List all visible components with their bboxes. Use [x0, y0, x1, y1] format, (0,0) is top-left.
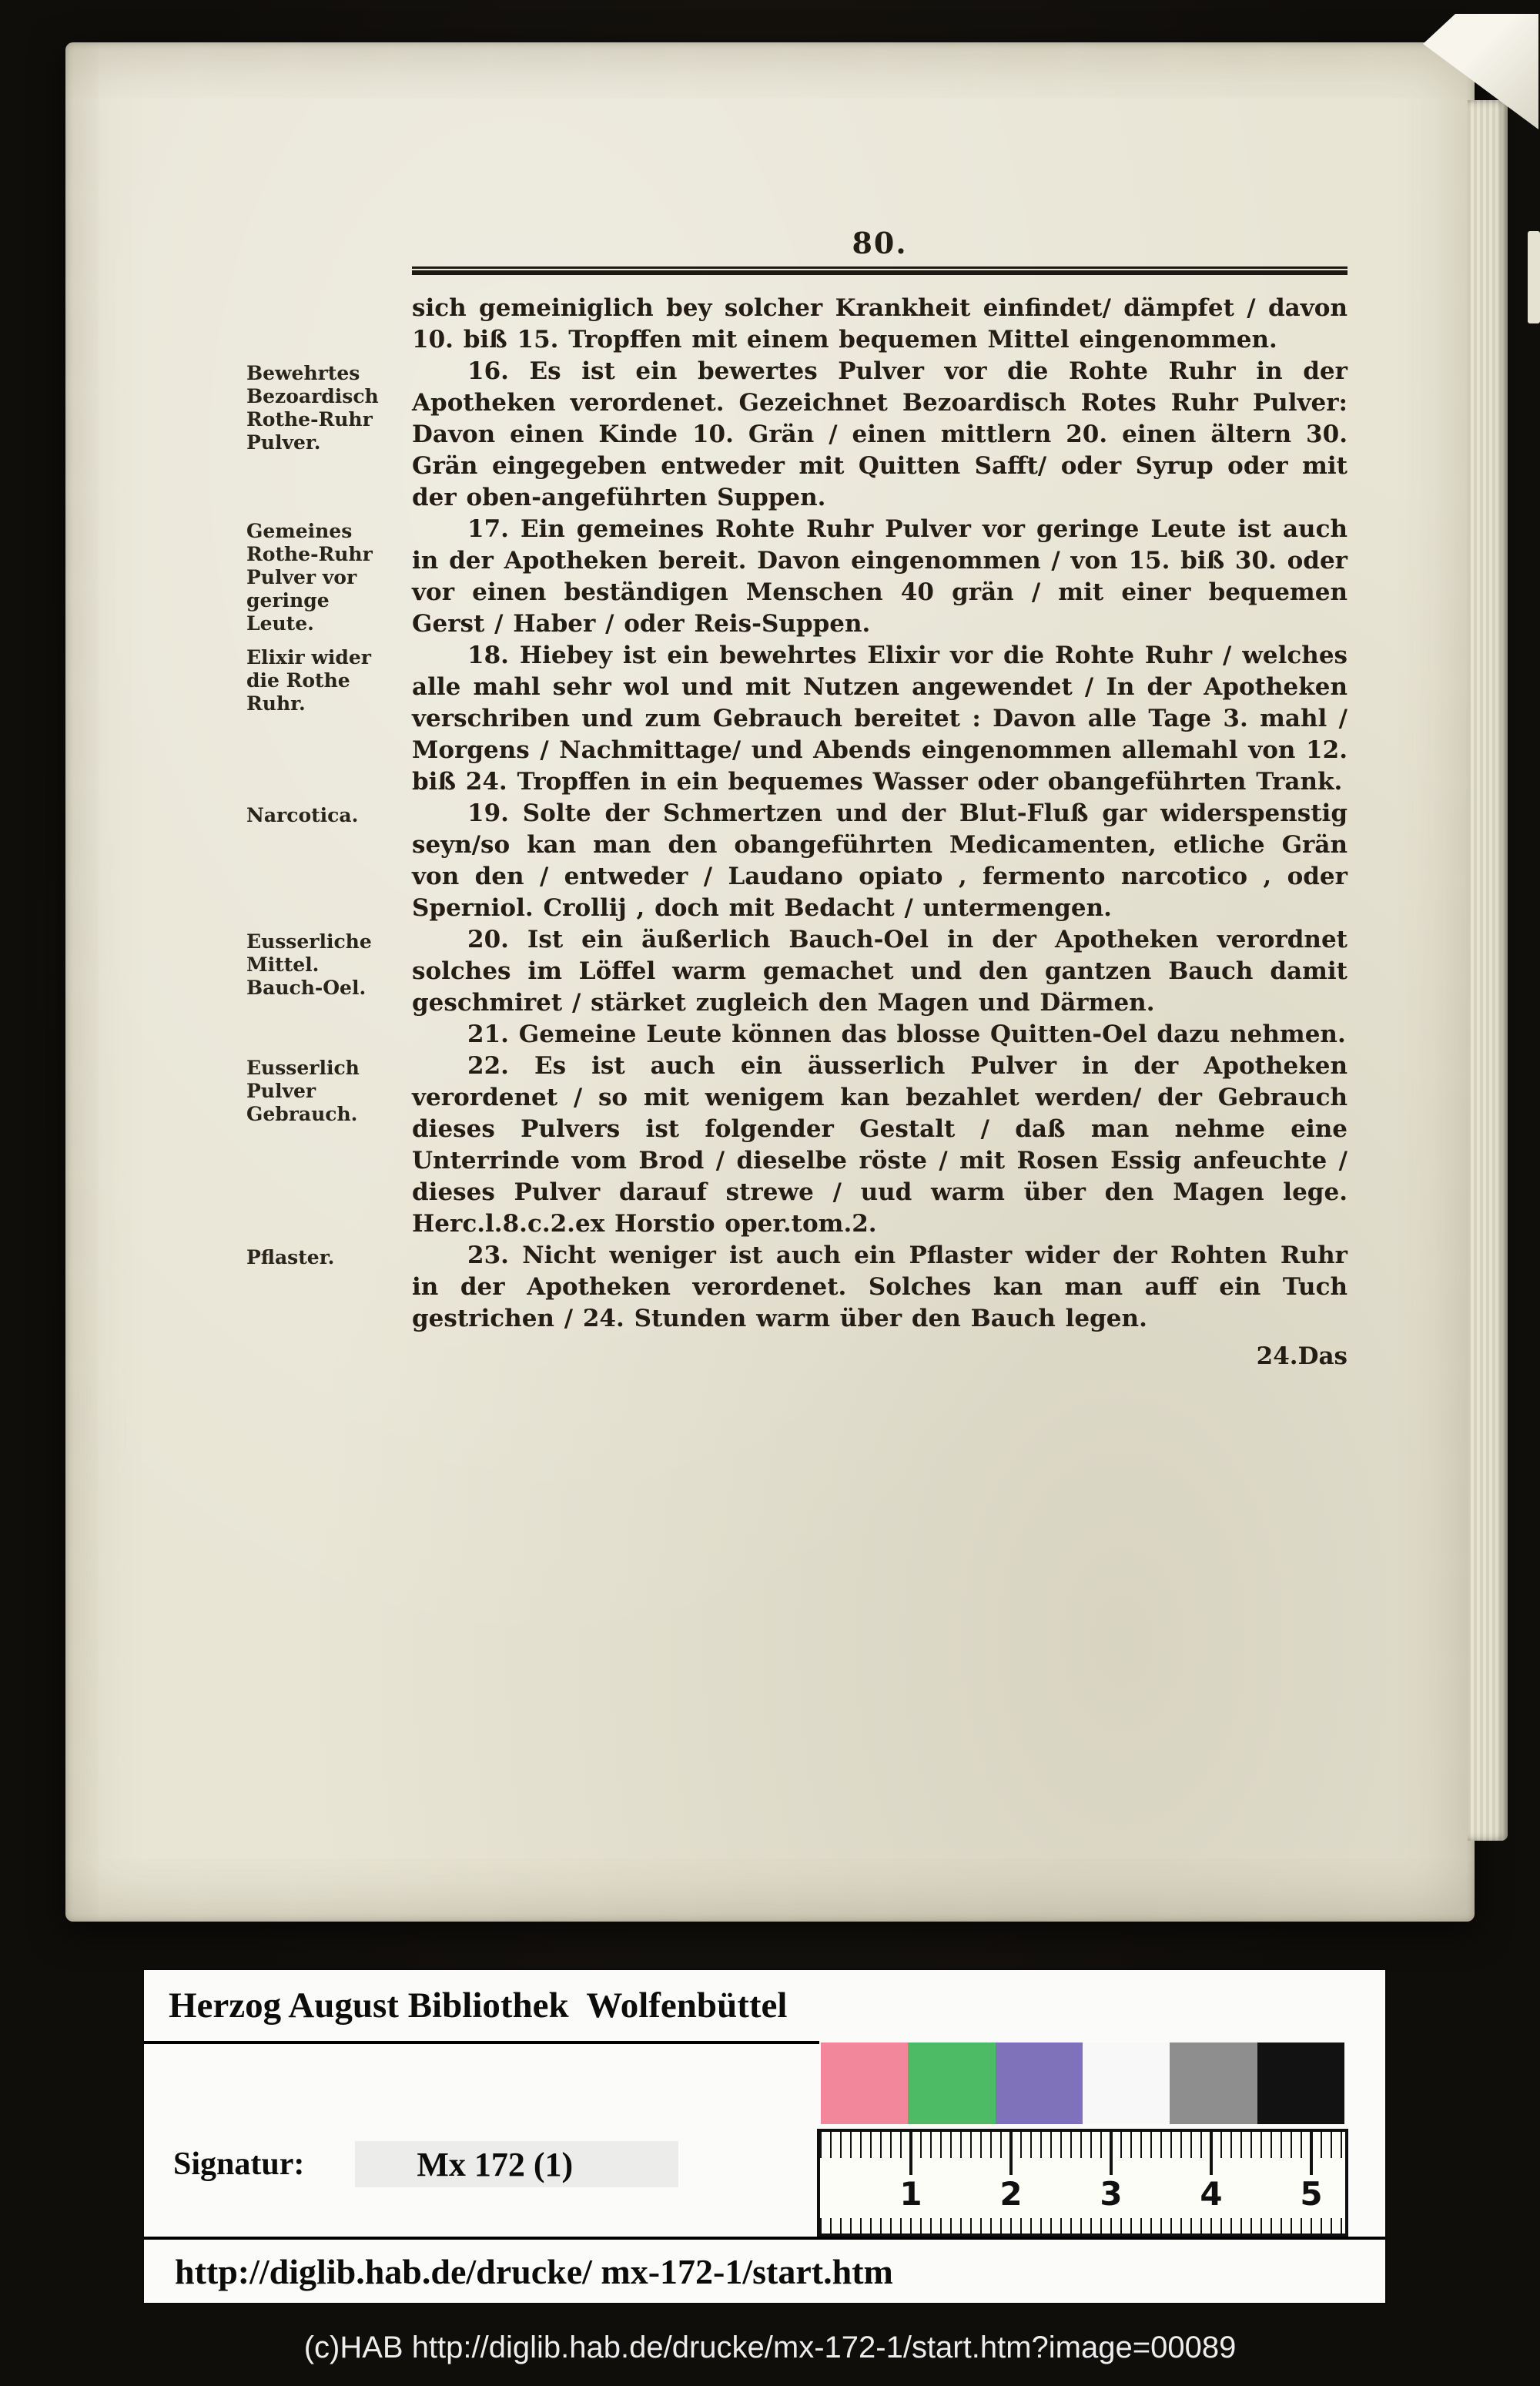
signature-label: Signatur:: [173, 2146, 305, 2182]
page-edge-sliver: [1528, 231, 1540, 323]
body-paragraph: 23. Nicht weniger ist auch ein Pflaster wider der Rohten Ruhr in der Apotheken verordenet. Solches kan man auff ein Tuch gestrichen / 24. Stunden warm über den Bauch legen.: [412, 1242, 1348, 1332]
margin-note: Elixir wider die Rothe Ruhr.: [246, 646, 371, 715]
margin-note: Pflaster.: [246, 1246, 335, 1268]
body-paragraph: sich gemeiniglich bey solcher Krankheit einfindet/ dämpfet / davon 10. biß 15. Tropffen mit einem bequemen Mittel eingenommen.: [412, 294, 1348, 354]
ruler-number: 3: [1100, 2175, 1123, 2213]
page-header: [412, 226, 1348, 275]
color-swatch: [1083, 2043, 1170, 2124]
color-swatch: [996, 2043, 1083, 2124]
margin-note: Eusserliche Mittel. Bauch-Oel.: [246, 930, 372, 999]
body-paragraph: 17. Ein gemeines Rohte Ruhr Pulver vor geringe Leute ist auch in der Apotheken bereit. Davon eingenommen / von 15. biß 30. oder vor einen beständigen Menschen 40 grän / mit einer bequemen Gerst / Haber / oder Reis-Suppen.: [412, 515, 1348, 638]
folio-number: 80.: [852, 226, 908, 260]
margin-note: Narcotica.: [246, 804, 359, 826]
body-paragraph: 21. Gemeine Leute können das blosse Quitten-Oel dazu nehmen.: [467, 1020, 1346, 1048]
margin-note: [246, 293, 400, 356]
signature-value: Mx 172 (1): [355, 2141, 678, 2187]
ruler-cm-tick: [1310, 2132, 1313, 2175]
color-swatch: [821, 2043, 908, 2124]
ruler-number: 1: [899, 2175, 922, 2213]
color-calibration-bar: [821, 2043, 1344, 2124]
catchword: 24.Das: [1256, 1342, 1348, 1370]
margin-note: Bewehrtes Bezoardisch Rothe-Ruhr Pulver.: [246, 362, 379, 454]
ruler-number: 5: [1300, 2175, 1323, 2213]
body-paragraph: 16. Es ist ein bewertes Pulver vor die Rohte Ruhr in der Apotheken verordenet. Gezeichnet Bezoardisch Rotes Ruhr Pulver: Davon einen Kinde 10. Grän / einen mittlern 20. einen ältern 30. Grän eingegeben entweder mit Quitten Safft/ oder Syrup oder mit der oben-angeführten Suppen.: [412, 357, 1348, 511]
ruler-number: 4: [1200, 2175, 1223, 2213]
margin-note: Gemeines Rothe-Ruhr Pulver vor geringe Leute.: [246, 520, 373, 635]
book-page-scan: [65, 42, 1475, 1922]
body-paragraph: 18. Hiebey ist ein bewehrtes Elixir vor die Rohte Ruhr / welches alle mahl sehr wol und mit Nutzen angewendet / In der Apotheken verschriben und zum Gebrauch bereitet : Davon alle Tage 3. mahl / Morgens / Nachmittage/ und Abends eingenommen allemahl von 12. biß 24. Tropffen in ein bequemes Wasser oder obangeführten Trank.: [412, 642, 1348, 796]
ruler-cm-tick: [1110, 2132, 1113, 2175]
color-swatch: [1257, 2043, 1344, 2124]
body-paragraph: 20. Ist ein äußerlich Bauch-Oel in der Apotheken verordnet solches im Löffel warm gemachet und den gantzen Bauch damit geschmiret / stärket zugleich den Magen und Därmen.: [412, 926, 1348, 1017]
margin-note: [246, 1019, 400, 1051]
color-swatch: [908, 2043, 995, 2124]
ruler: [817, 2129, 1348, 2237]
scan-url: http://diglib.hab.de/drucke/ mx-172-1/start.htm: [144, 2237, 1385, 2303]
book-fore-edge: [1468, 100, 1508, 1841]
ruler-number: 2: [999, 2175, 1023, 2213]
text-area: [246, 293, 1348, 1373]
library-title: Herzog August Bibliothek Wolfenbüttel: [144, 1970, 819, 2044]
margin-note: Eusserlich Pulver Gebrauch.: [246, 1057, 360, 1125]
body-paragraph: 22. Es ist auch ein äusserlich Pulver in der Apotheken verordenet / so mit wenigem kan bezahlet werden/ der Gebrauch dieses Pulvers ist folgender Gestalt / daß man nehme eine Unterrinde vom Brod / dieselbe röste / mit Rosen Essig anfeuchte / dieses Pulver darauf strewe / uud warm über den Magen lege. Herc.l.8.c.2.ex Horstio oper.tom.2.: [412, 1052, 1348, 1238]
head-rule: [412, 266, 1348, 275]
library-metadata-panel: [142, 1969, 1387, 2304]
footer-caption: (c)HAB http://diglib.hab.de/drucke/mx-172-1/start.htm?image=00089: [303, 2331, 1237, 2364]
ruler-cm-tick: [909, 2132, 912, 2175]
ruler-cm-tick: [1210, 2132, 1213, 2175]
ruler-cm-tick: [1009, 2132, 1013, 2175]
color-swatch: [1170, 2043, 1257, 2124]
body-paragraph: 19. Solte der Schmertzen und der Blut-Fluß gar widerspenstig seyn/so kan man den obangeführten Medicamenten, etliche Grän von den / entweder / Laudano opiato , fermento narcotico , oder Sperniol. Crollij , doch mit Bedacht / untermengen.: [412, 799, 1348, 922]
text-grid: [246, 293, 1348, 1335]
signature-row: [173, 2141, 678, 2187]
ruler-ticks-bottom: [820, 2218, 1345, 2234]
